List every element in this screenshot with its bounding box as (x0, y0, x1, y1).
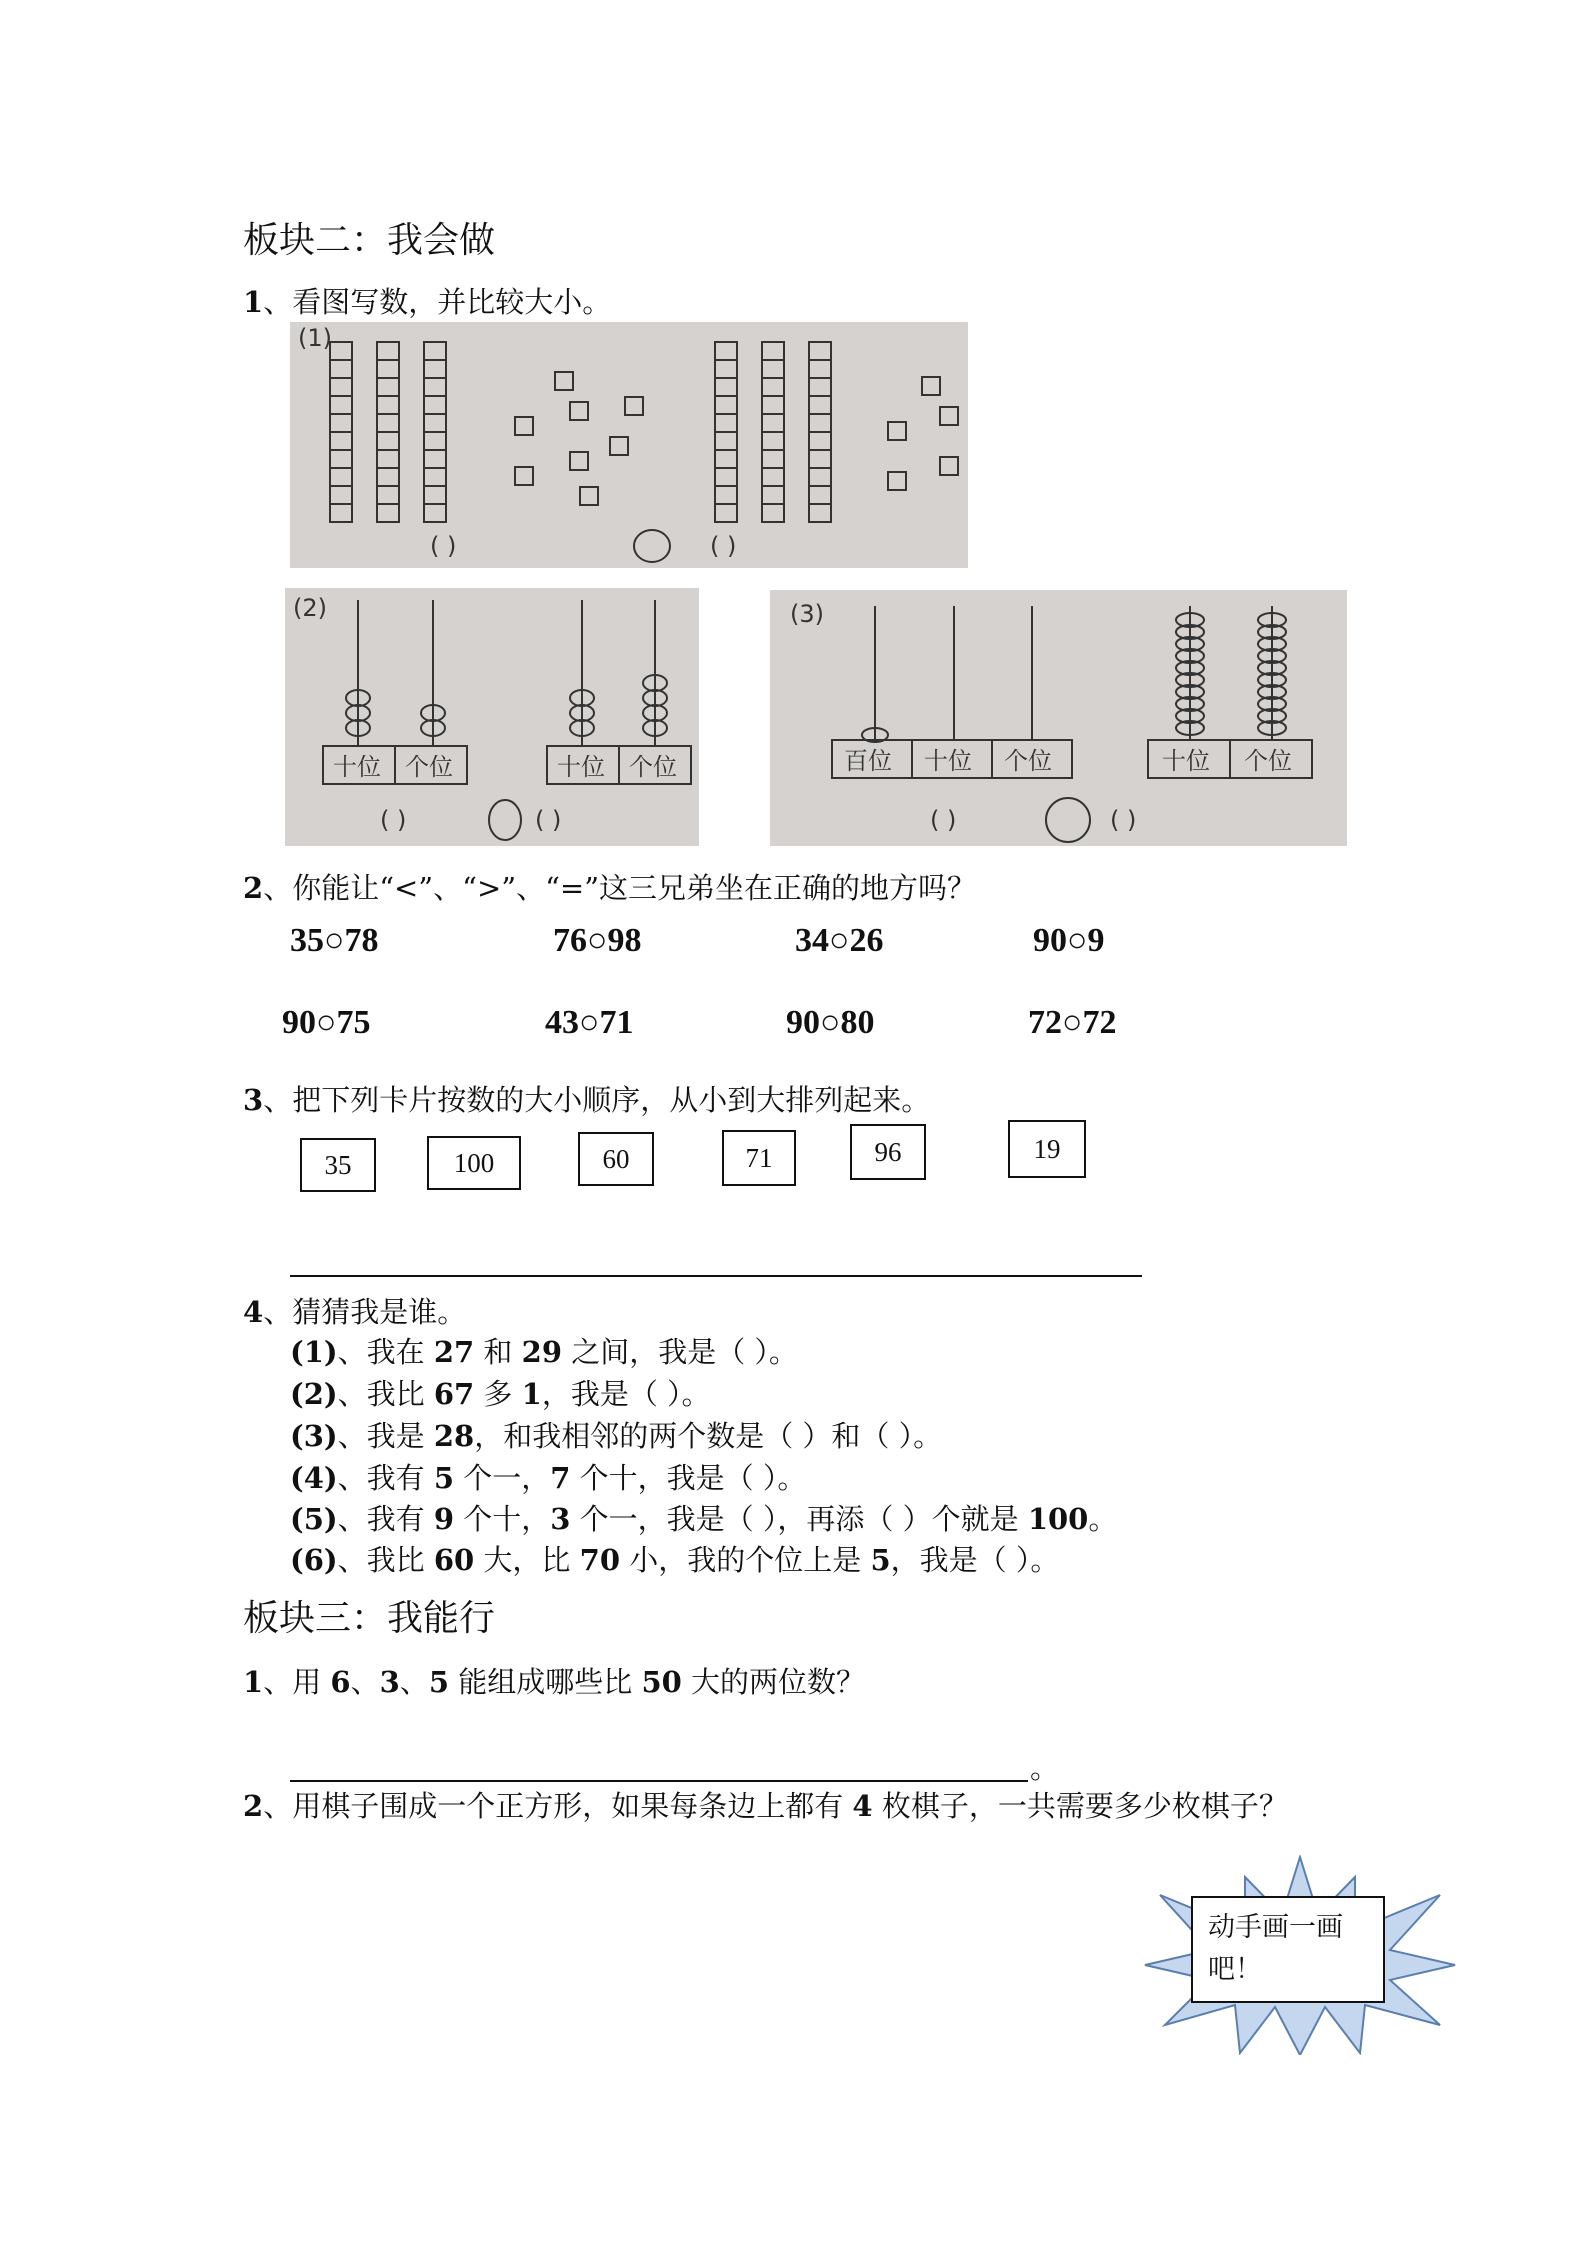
question-1-heading (243, 280, 611, 321)
guess-item-1: (1)、我在 27 和 29 之间，我是（ ）。 (290, 1335, 798, 1369)
compare-item: 90○80 (786, 1004, 875, 1041)
guess-item-5: (5)、我有 9 个十，3 个一，我是（ ），再添（ ）个就是 100。 (290, 1502, 1118, 1536)
figure-label: (1) (298, 324, 332, 352)
number-card[interactable]: 19 (1008, 1120, 1086, 1178)
compare-item: 35○78 (290, 922, 379, 959)
section-title: 板块三：我能行 (243, 1598, 496, 1639)
number-card[interactable]: 35 (300, 1138, 376, 1192)
figure-base-ten-blocks (290, 322, 968, 568)
line-end-period: 。 (1030, 1751, 1060, 1785)
section3-question-2: 2、用棋子围成一个正方形，如果每条边上都有 4 枚棋子，一共需要多少枚棋子？ (243, 1789, 1288, 1823)
question-text: 、你能让“<”、“>”、“=”这三兄弟坐在正确的地方吗？ (263, 871, 977, 905)
answer-blank-right: ( ) (710, 532, 737, 560)
question-number: 2 (243, 871, 264, 905)
compare-item: 34○26 (795, 922, 884, 959)
guess-item-4: (4)、我有 5 个一，7 个十，我是（ ）。 (290, 1461, 807, 1495)
question-3-heading (243, 1078, 930, 1119)
compare-item: 72○72 (1028, 1004, 1117, 1041)
figure-abacus-three-digit (770, 590, 1347, 846)
compare-circle[interactable]: ○ (579, 1004, 600, 1041)
question-text: 、看图写数，并比较大小。 (263, 285, 612, 319)
question-number: 1 (243, 285, 264, 319)
callout-text: 动手画一画吧！ (1208, 1912, 1343, 1985)
number-card[interactable]: 71 (722, 1130, 796, 1186)
question-text: 、把下列卡片按数的大小顺序，从小到大排列起来。 (263, 1083, 931, 1117)
compare-circle[interactable]: ○ (316, 1004, 337, 1041)
ones-label: 个位 (629, 753, 677, 781)
compare-item: 76○98 (553, 922, 642, 959)
guess-item-2: (2)、我比 67 多 1，我是（ ）。 (290, 1377, 711, 1411)
answer-blank-right: ( ) (535, 806, 562, 834)
compare-circle[interactable]: ○ (829, 922, 850, 959)
question-number: 3 (243, 1083, 264, 1117)
compare-circle (489, 800, 521, 840)
answer-blank-left: ( ) (380, 806, 407, 834)
number-card[interactable]: 60 (578, 1132, 654, 1186)
starburst-callout (1140, 1855, 1460, 2055)
answer-blank-right: ( ) (1110, 806, 1137, 834)
answer-blank-left: ( ) (430, 532, 457, 560)
figure-label: (2) (293, 594, 327, 622)
section3-question-1: 1、用 6、3、5 能组成哪些比 50 大的两位数？ (243, 1665, 866, 1699)
question-2-heading (243, 866, 976, 907)
guess-item-3: (3)、我是 28，和我相邻的两个数是（ ）和（ ）。 (290, 1419, 943, 1453)
compare-circle[interactable]: ○ (587, 922, 608, 959)
compare-item: 43○71 (545, 1004, 634, 1041)
question-4-heading (243, 1290, 466, 1331)
answer-blank-left: ( ) (930, 806, 957, 834)
number-card[interactable]: 96 (850, 1124, 926, 1180)
question-text: 、猜猜我是谁。 (263, 1295, 467, 1329)
ones-label: 个位 (1004, 747, 1052, 775)
compare-circle (634, 530, 670, 562)
compare-item: 90○9 (1033, 922, 1105, 959)
answer-line[interactable] (290, 1780, 1028, 1782)
compare-circle (1046, 798, 1090, 842)
tens-label: 十位 (924, 747, 972, 775)
tens-label: 十位 (333, 753, 381, 781)
compare-circle[interactable]: ○ (1067, 922, 1088, 959)
hundreds-label: 百位 (844, 747, 892, 775)
compare-circle[interactable]: ○ (1062, 1004, 1083, 1041)
answer-line[interactable] (290, 1275, 1142, 1277)
compare-circle[interactable]: ○ (820, 1004, 841, 1041)
tens-label: 十位 (1162, 747, 1210, 775)
ones-label: 个位 (1244, 747, 1292, 775)
compare-item: 90○75 (282, 1004, 371, 1041)
section-title: 板块二：我会做 (243, 220, 496, 261)
question-number: 4 (243, 1295, 264, 1329)
guess-item-6: (6)、我比 60 大，比 70 小，我的个位上是 5，我是（ ）。 (290, 1543, 1060, 1577)
compare-circle[interactable]: ○ (324, 922, 345, 959)
tens-label: 十位 (557, 753, 605, 781)
number-card[interactable]: 100 (427, 1136, 521, 1190)
figure-abacus-two-digit (285, 588, 699, 846)
ones-label: 个位 (405, 753, 453, 781)
figure-label: (3) (790, 600, 824, 628)
